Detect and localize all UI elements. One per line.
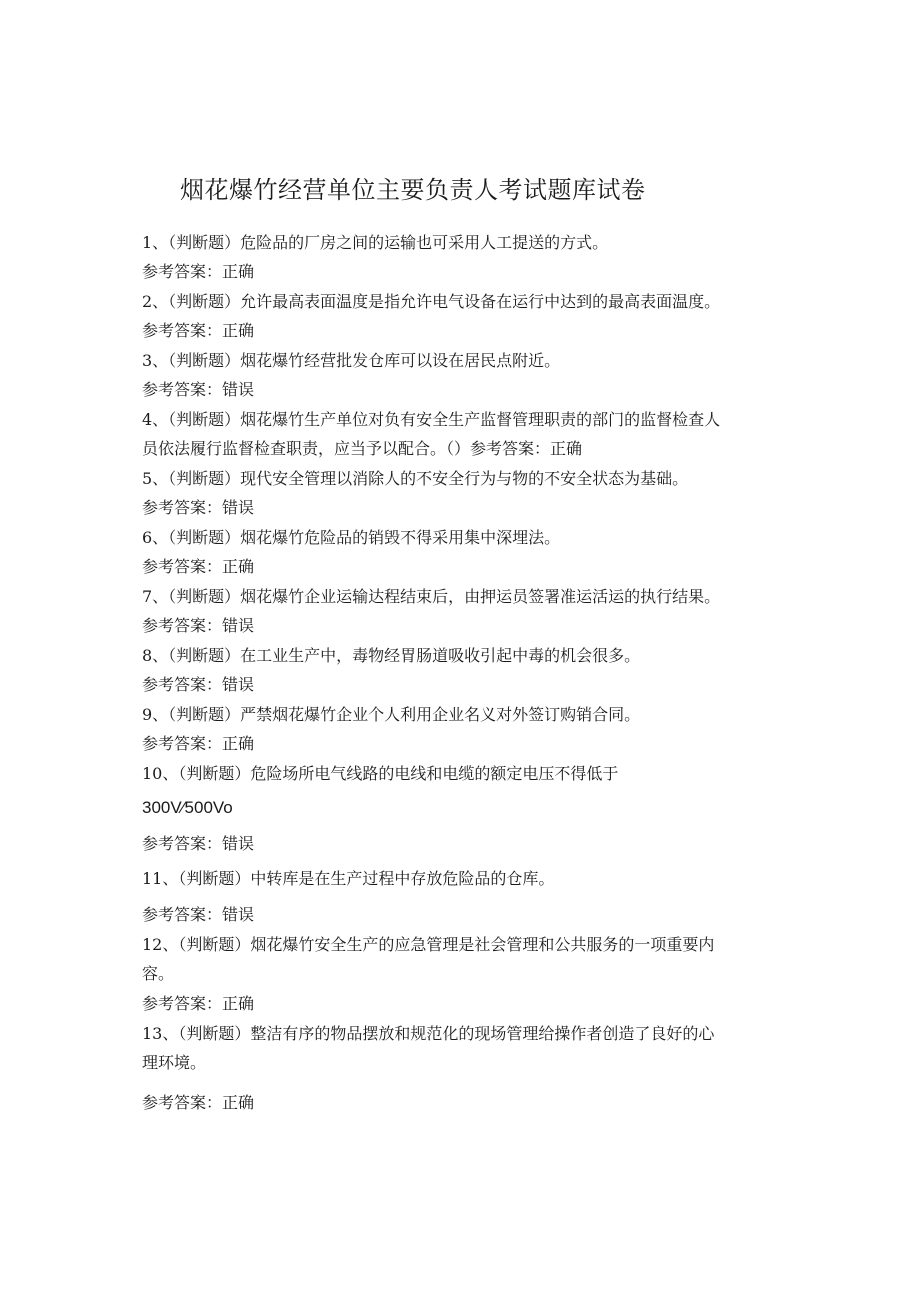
answer-7: 参考答案：错误 (142, 616, 255, 635)
question-12-text-line-2: 容。 (142, 964, 175, 983)
question-10-text-line-1: 10、（判断题）危险场所电气线路的电线和电缆的额定电压不得低于 (142, 764, 619, 783)
question-10-text-line-2: 300V⁄500Vo (142, 798, 233, 817)
answer-9: 参考答案：正确 (142, 734, 255, 753)
answer-2: 参考答案：正确 (142, 321, 255, 340)
answer-1: 参考答案：正确 (142, 262, 255, 281)
question-6-text: 6、（判断题）烟花爆竹危险品的销毁不得采用集中深埋法。 (142, 528, 561, 547)
answer-10: 参考答案：错误 (142, 834, 255, 853)
question-5-text: 5、（判断题）现代安全管理以消除人的不安全行为与物的不安全状态为基础。 (142, 469, 689, 488)
question-8-text: 8、（判断题）在工业生产中，毒物经胃肠道吸收引起中毒的机会很多。 (142, 646, 641, 665)
question-4-text-line-1: 4、（判断题）烟花爆竹生产单位对负有安全生产监督管理职责的部门的监督检查人 (142, 410, 721, 429)
question-9-text: 9、（判断题）严禁烟花爆竹企业个人利用企业名义对外签订购销合同。 (142, 705, 641, 724)
question-7-text: 7、（判断题）烟花爆竹企业运输达程结束后，由押运员签署准运活运的执行结果。 (142, 587, 721, 606)
answer-13: 参考答案：正确 (142, 1093, 255, 1112)
question-12-text-line-1: 12、（判断题）烟花爆竹安全生产的应急管理是社会管理和公共服务的一项重要内 (142, 935, 715, 954)
answer-5: 参考答案：错误 (142, 498, 255, 517)
question-13-text-line-1: 13、（判断题）整洁有序的物品摆放和规范化的现场管理给操作者创造了良好的心 (142, 1024, 715, 1043)
document-title: 烟花爆竹经营单位主要负责人考试题库试卷 (180, 176, 646, 204)
question-3-text: 3、（判断题）烟花爆竹经营批发仓库可以设在居民点附近。 (142, 351, 561, 370)
question-13-text-line-2: 理环境。 (142, 1053, 207, 1072)
question-2-text: 2、（判断题）允许最高表面温度是指允许电气设备在运行中达到的最高表面温度。 (142, 292, 721, 311)
answer-6: 参考答案：正确 (142, 557, 255, 576)
answer-3: 参考答案：错误 (142, 380, 255, 399)
question-1-text: 1、（判断题）危险品的厂房之间的运输也可采用人工提送的方式。 (142, 233, 609, 252)
question-4-text-line-2: 员依法履行监督检查职责，应当予以配合。（）参考答案：正确 (142, 439, 583, 458)
answer-8: 参考答案：错误 (142, 675, 255, 694)
answer-11: 参考答案：错误 (142, 905, 255, 924)
question-11-text: 11、（判断题）中转库是在生产过程中存放危险品的仓库。 (142, 869, 555, 888)
answer-12: 参考答案：正确 (142, 994, 255, 1013)
